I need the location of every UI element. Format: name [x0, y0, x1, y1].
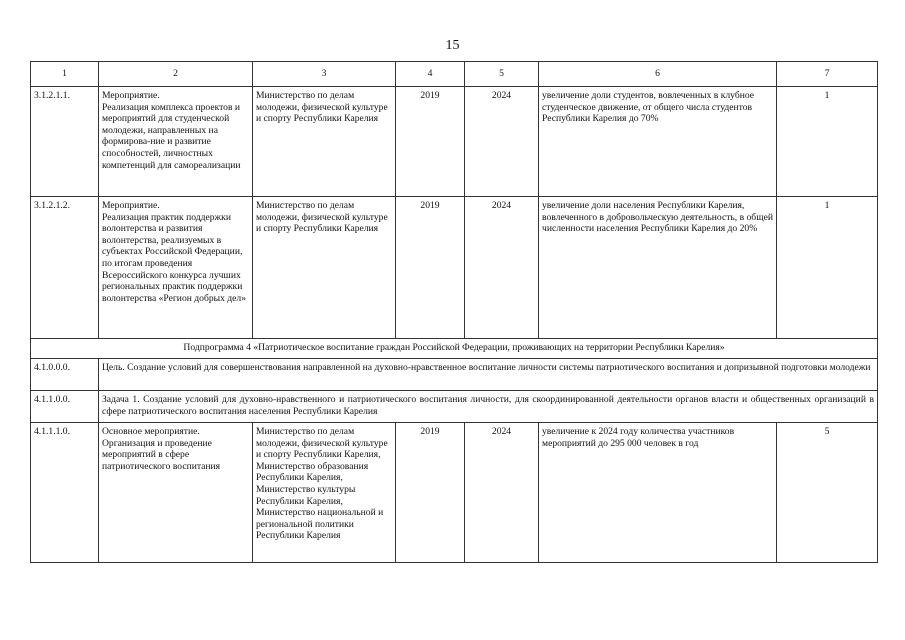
row-name: Мероприятие. Реализация комплекса проектов и мероприятий для студенческой молодежи, направленных на формирова-ние и развитие способностей, личностных компетенций для самореализации — [99, 87, 253, 197]
row-start-year: 2019 — [396, 87, 465, 197]
row-link: 5 — [777, 423, 878, 563]
column-header: 6 — [539, 62, 777, 87]
row-executor: Министерство по делам молодежи, физической культуре и спорту Республики Карелия — [253, 87, 396, 197]
row-name: Мероприятие. Реализация практик поддержки волонтерства и развития волонтерства, реализуемых в субъектах Российской Федерации, по итогам проведения Всероссийского конкурса лучших региональных практик поддержки волонтерства «Регион добрых дел» — [99, 197, 253, 339]
task-code: 4.1.1.0.0. — [31, 391, 99, 423]
row-link: 1 — [777, 197, 878, 339]
column-header: 2 — [99, 62, 253, 87]
task-row — [31, 391, 878, 423]
table-row — [31, 197, 878, 339]
subprogram-title: Подпрограмма 4 «Патриотическое воспитание граждан Российской Федерации, проживающих на территории Республики Карелия» — [31, 339, 878, 359]
table-row — [31, 87, 878, 197]
program-table — [30, 61, 878, 563]
task-text: Задача 1. Создание условий для духовно-нравственного и патриотического воспитания личности, для скоординированной деятельности органов власти и общественных организаций в сфере патриотического воспитания населения Республики Карелия — [99, 391, 878, 423]
row-executor: Министерство по делам молодежи, физической культуре и спорту Республики Карелия — [253, 197, 396, 339]
row-start-year: 2019 — [396, 197, 465, 339]
goal-code: 4.1.0.0.0. — [31, 359, 99, 391]
row-link: 1 — [777, 87, 878, 197]
row-start-year: 2019 — [396, 423, 465, 563]
row-result: увеличение доли населения Республики Карелия, вовлеченного в добровольческую деятельность, в общей численности населения Республики Карелия до 20% — [539, 197, 777, 339]
row-result: увеличение к 2024 году количества участников мероприятий до 295 000 человек в год — [539, 423, 777, 563]
row-result: увеличение доли студентов, вовлеченных в клубное студенческое движение, от общего числа студентов Республики Карелия до 70% — [539, 87, 777, 197]
goal-text: Цель. Создание условий для совершенствования направленной на духовно-нравственное воспитание личности системы патриотического воспитания и допризывной подготовки молодежи — [99, 359, 878, 391]
column-header: 7 — [777, 62, 878, 87]
page-number: 15 — [445, 38, 460, 53]
column-header: 1 — [31, 62, 99, 87]
row-code: 3.1.2.1.1. — [31, 87, 99, 197]
row-end-year: 2024 — [465, 87, 539, 197]
row-end-year: 2024 — [465, 197, 539, 339]
row-end-year: 2024 — [465, 423, 539, 563]
table-row — [31, 423, 878, 563]
column-header: 5 — [465, 62, 539, 87]
subprogram-row — [31, 339, 878, 359]
column-header: 4 — [396, 62, 465, 87]
row-code: 3.1.2.1.2. — [31, 197, 99, 339]
column-header: 3 — [253, 62, 396, 87]
goal-row — [31, 359, 878, 391]
row-executor: Министерство по делам молодежи, физической культуре и спорту Республики Карелия, Министерство образования Республики Карелия, Министерство культуры Республики Карелия, Министерство национальной и региональной политики Республики Карелия — [253, 423, 396, 563]
row-code: 4.1.1.1.0. — [31, 423, 99, 563]
table-header-row — [31, 62, 878, 87]
row-name: Основное мероприятие. Организация и проведение мероприятий в сфере патриотического воспитания — [99, 423, 253, 563]
